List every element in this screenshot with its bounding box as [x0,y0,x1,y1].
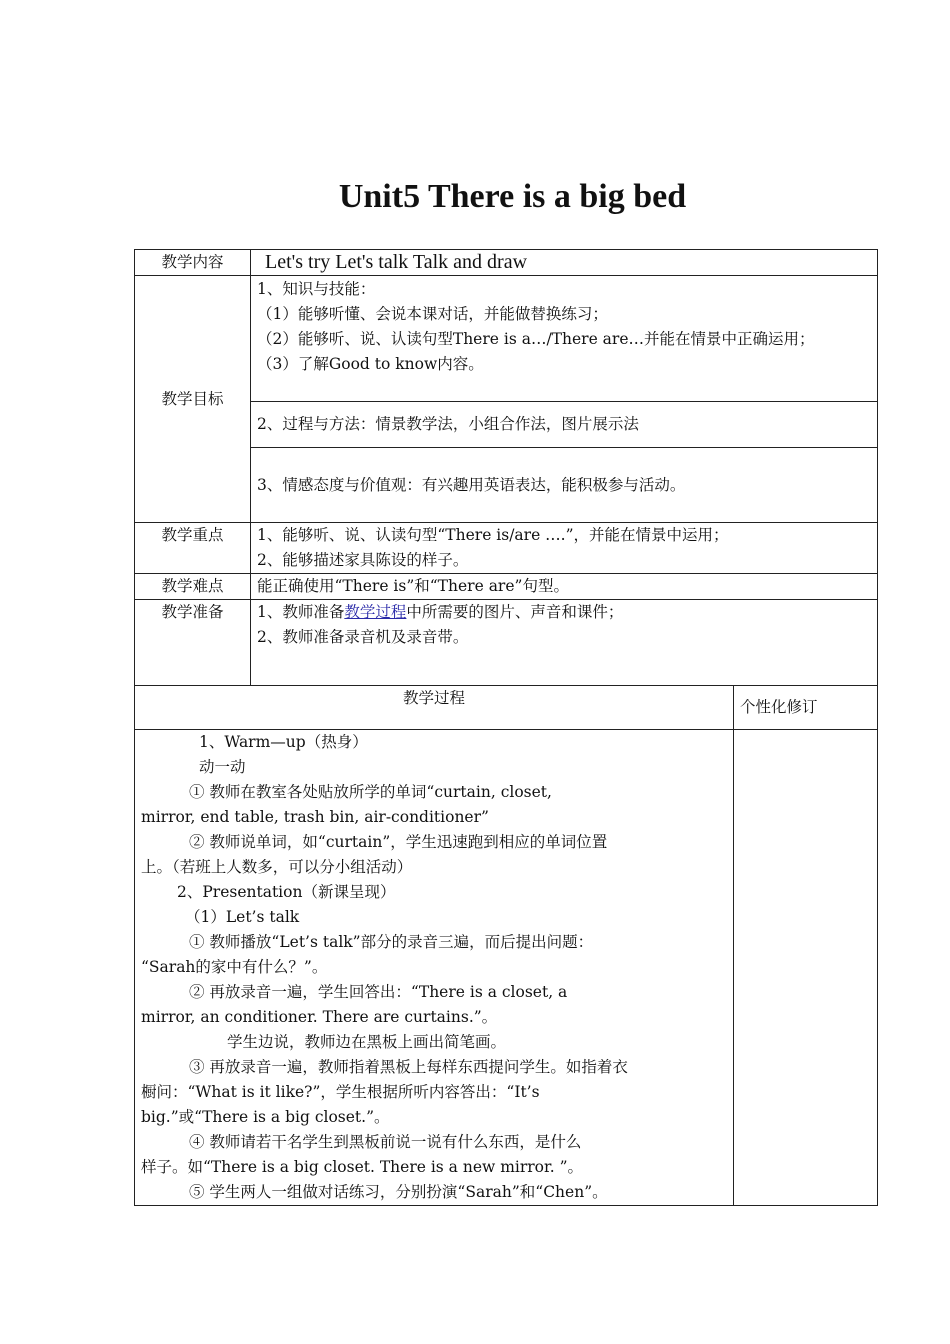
label-difficulties: 教学难点 [135,574,251,600]
process-line: 学生边说，教师边在黑板上画出简笔画。 [227,1033,507,1051]
objective-line: 1、知识与技能： [257,280,376,298]
preparation-text: 中所需要的图片、声音和课件； [406,603,624,621]
revision-body [734,730,878,1206]
process-header: 教学过程 [135,686,734,730]
preparation-text: 1、教师准备 [257,603,345,621]
label-preparation: 教学准备 [135,600,251,686]
process-line: ④ 教师请若干名学生到黑板前说一说有什么东西，是什么 [189,1133,582,1151]
revision-header: 个性化修订 [734,686,878,730]
row-content [135,250,878,276]
process-line: ② 再放录音一遍，学生回答出：“There is a closet, a [189,983,568,1001]
row-process-body [135,730,878,1206]
process-line: ① 教师在教室各处贴放所学的单词“curtain, closet, [189,783,552,801]
process-line: 橱问：“What is it like?”，学生根据所听内容答出：“It’s [141,1083,540,1101]
process-line: ⑤ 学生两人一组做对话练习，分别扮演“Sarah”和“Chen”。 [189,1183,608,1201]
objective-line: （1）能够听懂、会说本课对话，并能做替换练习； [257,305,608,323]
process-line: 2、Presentation（新课呈现） [177,883,396,901]
process-line: mirror, end table, trash bin, air-conditioner” [141,808,489,826]
process-line: 上。（若班上人数多，可以分小组活动） [141,858,413,876]
process-line: 动一动 [199,758,246,776]
row-preparation [135,600,878,686]
process-line: big.”或“There is a big closet.”。 [141,1108,390,1126]
process-body [135,730,734,1206]
process-line: mirror, an conditioner. There are curtains.”。 [141,1008,498,1026]
process-line: 1、Warm—up（热身） [199,733,368,751]
key-point-line: 2、能够描述家具陈设的样子。 [257,551,469,569]
label-objectives: 教学目标 [135,276,251,523]
page-title: Unit5 There is a big bed [338,178,687,215]
preparation-line [257,600,871,625]
process-line: ② 教师说单词，如“curtain”，学生迅速跑到相应的单词位置 [189,833,608,851]
lesson-plan-table [134,249,878,1206]
row-objectives-knowledge [135,276,878,402]
objective-emotion: 3、情感态度与价值观：有兴趣用英语表达，能积极参与活动。 [251,448,878,523]
row-difficulties [135,574,878,600]
row-process-header [135,686,878,730]
process-line: ③ 再放录音一遍，教师指着黑板上每样东西提问学生。如指着衣 [189,1058,628,1076]
objective-line: （2）能够听、说、认读句型There is a…/There are…并能在情景中正确运用； [257,330,815,348]
preparation-line: 2、教师准备录音机及录音带。 [257,628,469,646]
process-line: “Sarah的家中有什么？”。 [141,958,328,976]
process-line: （1）Let’s talk [185,908,300,926]
process-line: ① 教师播放“Let’s talk”部分的录音三遍，而后提出问题： [189,933,594,951]
row-key-points [135,523,878,574]
objective-process: 2、过程与方法：情景教学法，小组合作法，图片展示法 [251,402,878,448]
key-point-line: 1、能够听、说、认读句型“There is/are ….”，并能在情景中运用； [257,526,729,544]
label-content: 教学内容 [135,250,251,276]
process-line: 样子。如“There is a big closet. There is a new mirror. ”。 [141,1158,583,1176]
label-key-points: 教学重点 [135,523,251,574]
objective-line: （3）了解Good to know内容。 [257,355,484,373]
value-difficulties: 能正确使用“There is”和“There are”句型。 [251,574,878,600]
teaching-process-link[interactable]: 教学过程 [344,603,407,621]
value-content: Let's try Let's talk Talk and draw [251,250,878,276]
